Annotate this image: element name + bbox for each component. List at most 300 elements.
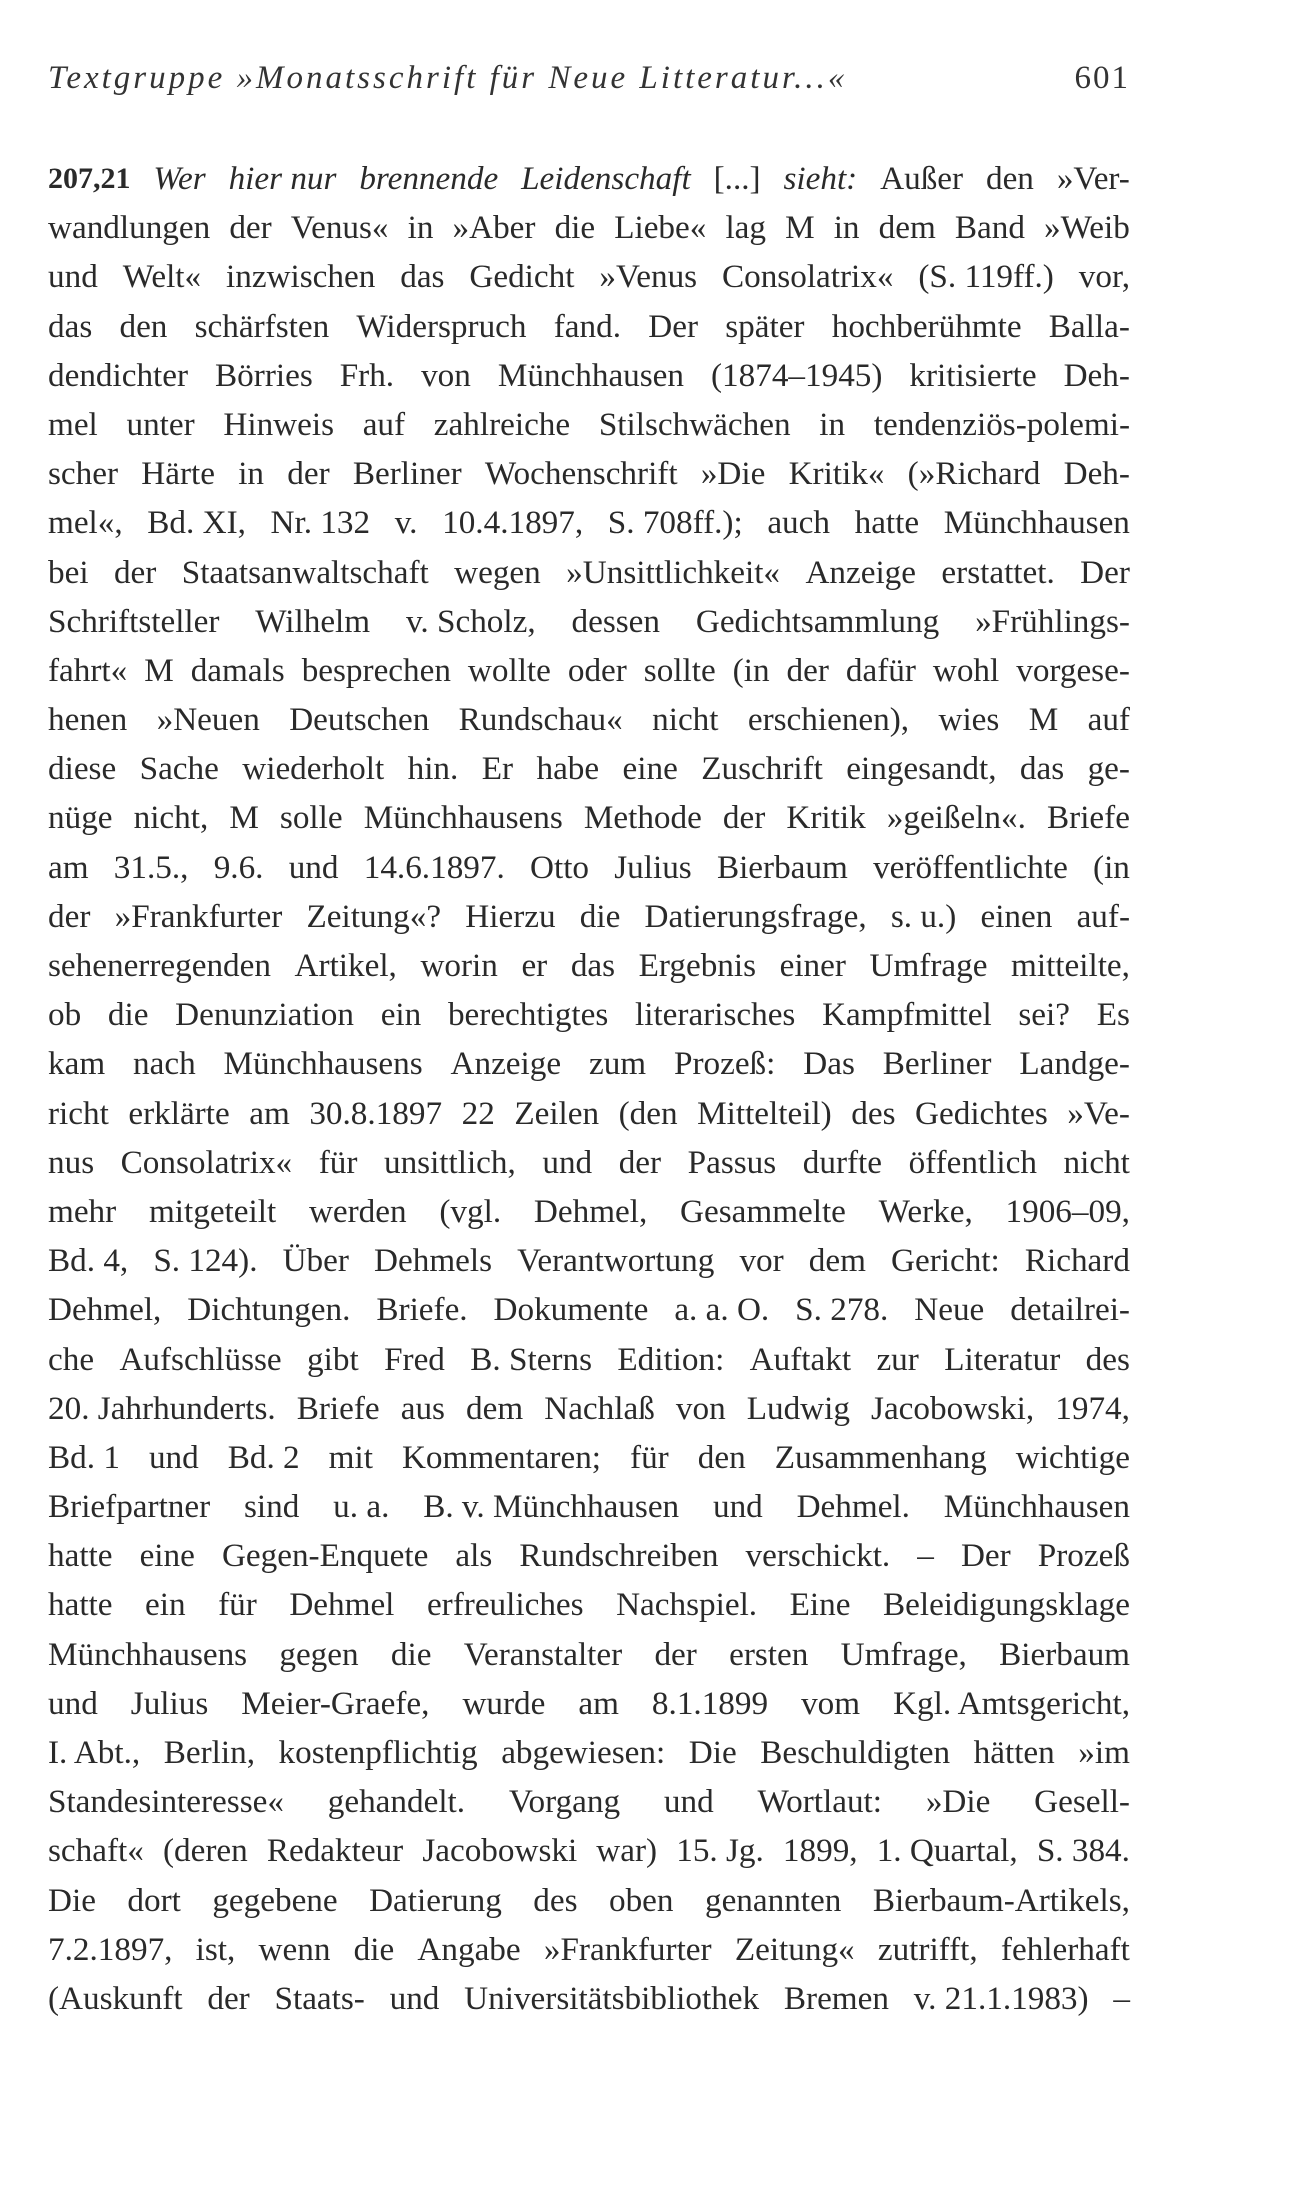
word: vorgese- (1016, 651, 1130, 689)
word: Briefe (1047, 799, 1130, 837)
word: erfreuliches (426, 1586, 584, 1624)
word: Anzeige (450, 1045, 562, 1083)
word: hier nur (228, 160, 337, 197)
word: Jacobowski (422, 1832, 578, 1870)
text-line (48, 793, 1130, 842)
word: »Frankfurter (114, 897, 283, 935)
word: kostenpflichtig (278, 1734, 478, 1771)
text-line (48, 1728, 1130, 1777)
word: Gesammelte (680, 1192, 846, 1230)
word: Prozeß: (673, 1045, 776, 1083)
word: das (1019, 750, 1065, 788)
word: am (578, 1684, 619, 1722)
word: Zuschrift (701, 750, 823, 788)
word: veröffentlichte (873, 848, 1068, 886)
word: kam (48, 1045, 106, 1083)
word: ist, (195, 1930, 236, 1968)
word: (S. 119ff.) (918, 258, 1054, 296)
word: (in (732, 651, 770, 689)
word: Berlin, (163, 1734, 255, 1771)
word: fehlerhaft (1000, 1930, 1130, 1968)
text-line (48, 1138, 1130, 1187)
text-line (48, 1925, 1130, 1974)
word: 9.6. (213, 848, 264, 886)
text-line (48, 498, 1130, 547)
word: u. a. (333, 1488, 390, 1526)
word: M (1028, 701, 1059, 739)
word: Venus« (290, 209, 389, 247)
word: abgewiesen: (501, 1734, 666, 1771)
word: berechtigtes (447, 996, 609, 1034)
text-line (48, 203, 1130, 252)
word: Landge- (1019, 1045, 1130, 1083)
word: nach (133, 1045, 196, 1083)
word: hochberühmte (831, 307, 1022, 345)
text-line (48, 1433, 1130, 1482)
word: che (48, 1340, 95, 1378)
word: Nachspiel. (616, 1586, 758, 1624)
word: werden (308, 1192, 407, 1230)
word: Auftakt (749, 1340, 852, 1378)
text-line (48, 1580, 1130, 1629)
text-line (48, 548, 1130, 597)
word: zur (876, 1340, 919, 1378)
line-reference: 207,21 (48, 162, 131, 195)
word: Frh. (339, 356, 395, 394)
word: dort (127, 1881, 181, 1919)
word: Passus (687, 1143, 777, 1181)
word: vor, (1078, 258, 1130, 296)
text-line (48, 990, 1130, 1039)
word: Verantwortung (517, 1242, 715, 1280)
word: Wochenschrift (484, 455, 678, 493)
word: Gesell- (1034, 1783, 1130, 1821)
word: »Ver- (1056, 160, 1130, 197)
word: der (722, 799, 766, 837)
word: Dehmels (374, 1242, 493, 1280)
word: mehr (48, 1192, 117, 1230)
word: zahlreiche (433, 405, 571, 443)
word: Bremen (783, 1979, 889, 2017)
word: 10.4.1897, (442, 504, 584, 542)
word: 30.8.1897 (309, 1094, 443, 1132)
word: mel (48, 405, 98, 443)
word: 1899, (782, 1832, 858, 1870)
word: Kgl. Amtsgericht, (893, 1684, 1130, 1722)
word: M (785, 209, 815, 247)
word: des (1085, 1340, 1130, 1378)
word: nüge (48, 799, 113, 837)
word: Bierbaum (716, 848, 848, 886)
word: Fred (384, 1340, 445, 1378)
word: ersten (729, 1635, 809, 1673)
word: Rundschau« (458, 701, 623, 739)
word: mel«, (48, 504, 123, 542)
word: »Aber (452, 209, 536, 247)
word: »Die (700, 455, 766, 493)
word: einen (980, 897, 1053, 935)
word: (den (618, 1094, 678, 1132)
word: »Die (925, 1783, 991, 1821)
word: sieht: (783, 160, 858, 197)
text-line (48, 1777, 1130, 1826)
word: Zeitung«? (306, 897, 442, 935)
word: Stilschwächen (598, 405, 791, 443)
word: Edition: (617, 1340, 725, 1378)
word: Sache (139, 750, 219, 788)
running-head (48, 60, 1130, 110)
word: Bd. XI, (147, 504, 246, 542)
word: fand. (553, 307, 622, 345)
word: Anzeige (805, 553, 917, 591)
word: Jacobowski, (871, 1389, 1035, 1427)
word: einer (779, 947, 846, 984)
word: Berliner (352, 455, 462, 493)
word: Eine (789, 1586, 851, 1624)
word: »Weib (1044, 209, 1130, 247)
word: später (725, 307, 805, 345)
text-line (48, 695, 1130, 744)
word: v. (394, 504, 418, 542)
word: s. u.) (890, 897, 957, 935)
word: Die (48, 1881, 96, 1919)
word: scher (48, 455, 119, 493)
word: des (533, 1881, 578, 1919)
word: Hinweis (223, 405, 334, 443)
word: fahrt« (48, 651, 128, 689)
word: 1974, (1055, 1389, 1130, 1427)
word: Wer (153, 160, 206, 197)
word: wurde (462, 1684, 546, 1722)
word: S. 124). (153, 1242, 258, 1280)
text-line (48, 1679, 1130, 1728)
word: »Venus (599, 258, 698, 296)
word: (1874–1945) (710, 356, 883, 394)
word: die (107, 996, 149, 1034)
word: Prozeß (1037, 1537, 1130, 1575)
text-line (48, 302, 1130, 351)
word: Münchhausens (48, 1635, 248, 1673)
word: 7.2.1897, (48, 1930, 173, 1968)
word: schaft« (48, 1832, 144, 1870)
word: Der (960, 1537, 1011, 1575)
word: detailrei- (1010, 1291, 1130, 1329)
word: 15. Jg. (676, 1832, 764, 1870)
word: solle (279, 799, 343, 837)
text-line (48, 744, 1130, 793)
word: Briefe (296, 1389, 380, 1427)
word: am (48, 848, 89, 886)
word: 1. Quartal, (876, 1832, 1018, 1870)
word: sollte (643, 651, 716, 689)
word: Nachlaß (544, 1389, 655, 1427)
word: mitgeteilt (148, 1192, 277, 1230)
word: 8.1.1899 (651, 1684, 769, 1722)
word: gegen (279, 1635, 359, 1673)
text-line (48, 1630, 1130, 1679)
word: Kampfmittel (822, 996, 992, 1034)
word: damals (190, 651, 285, 689)
word: Balla- (1048, 307, 1130, 345)
word: Dehmel, (48, 1291, 162, 1329)
word: gegebene (212, 1881, 338, 1919)
word: Bd. 4, (48, 1242, 129, 1280)
word: er (521, 947, 548, 984)
word: Aufschlüsse (119, 1340, 282, 1378)
word: Münchhausens (223, 1045, 423, 1083)
word: eine (139, 1537, 195, 1575)
word: auf (1087, 701, 1130, 739)
word: Der (648, 307, 698, 345)
word: eingesandt, (846, 750, 997, 788)
word: hätten (973, 1734, 1055, 1771)
word: a. a. O. (674, 1291, 770, 1329)
word: zum (588, 1045, 647, 1083)
word: und (288, 848, 339, 886)
word: 14.6.1897. (363, 848, 505, 886)
word: »geißeln«. (886, 799, 1026, 837)
word: eine (622, 750, 678, 788)
word: Dehmel, (533, 1192, 648, 1230)
word: (deren (162, 1832, 248, 1870)
page-number: 601 (1074, 60, 1130, 96)
word: M (144, 651, 174, 689)
word: Angabe (417, 1930, 521, 1968)
text-line (48, 1482, 1130, 1531)
word: – (1113, 1979, 1130, 2017)
word: henen (48, 701, 128, 739)
text-line (48, 449, 1130, 498)
word: Umfrage, (840, 1635, 967, 1673)
word: das (570, 947, 616, 984)
word: wohl (932, 651, 1000, 689)
word: Consolatrix« (721, 258, 894, 296)
text-line (48, 1039, 1130, 1088)
word: auf (362, 405, 406, 443)
commentary-note (48, 154, 1130, 2023)
word: hin. (407, 750, 459, 788)
word: hatte (48, 1586, 113, 1624)
word: Briefpartner (48, 1488, 211, 1526)
word: oben (608, 1881, 674, 1919)
word: diese (48, 750, 117, 788)
word: der (229, 209, 272, 247)
word: und (712, 1488, 763, 1526)
word: tendenziös-polemi- (873, 405, 1130, 443)
word: »Frühlings- (975, 602, 1130, 640)
word: Mittelteil) (697, 1094, 832, 1132)
text-line (48, 597, 1130, 646)
word: die (353, 1930, 395, 1968)
word: auch (767, 504, 830, 542)
word: Er (481, 750, 514, 788)
word: inzwischen (226, 258, 376, 296)
word: der (48, 897, 91, 935)
text-line (48, 1531, 1130, 1580)
word: am (249, 1094, 290, 1132)
word: Universitätsbibliothek (464, 1979, 760, 2017)
word: dafür (845, 651, 916, 689)
word: 20. Jahrhunderts. (48, 1389, 276, 1427)
word: (»Richard (907, 455, 1041, 493)
word: Meier-Graefe, (241, 1684, 430, 1722)
word: Zusammenhang (774, 1438, 987, 1476)
word: von (675, 1389, 726, 1427)
word: als (455, 1537, 493, 1575)
word: Zeilen (514, 1094, 600, 1132)
word: M (229, 799, 259, 837)
text-line (48, 1089, 1130, 1138)
word: ge- (1087, 750, 1130, 788)
word: aus (400, 1389, 445, 1427)
word: und (148, 1438, 199, 1476)
word: erklärte (128, 1094, 230, 1132)
word: Dehmel (289, 1586, 395, 1624)
word: brennende (359, 160, 499, 197)
word: Über (282, 1242, 349, 1280)
word: dem (808, 1242, 866, 1280)
word: gibt (307, 1340, 359, 1378)
word: in (819, 405, 846, 443)
word: Münchhausen (497, 356, 685, 394)
word: erschienen), (747, 701, 910, 739)
word: für (318, 1143, 358, 1181)
word: wollte (467, 651, 551, 689)
word: Nr. 132 (270, 504, 371, 542)
word: nicht (1063, 1143, 1130, 1181)
word: »Unsittlichkeit« (566, 553, 781, 591)
word: Gedichtes (915, 1094, 1048, 1132)
word: [...] (713, 160, 761, 197)
word: Band (954, 209, 1025, 247)
word: der (207, 1979, 250, 2017)
word: Kritik (786, 799, 866, 837)
word: sehenerregenden (48, 947, 271, 984)
word: Gericht: (891, 1242, 1000, 1280)
word: v. Scholz, (405, 602, 536, 640)
word: Deh- (1063, 356, 1130, 394)
word: unsittlich, (383, 1143, 516, 1181)
word: Dokumente (493, 1291, 649, 1329)
word: wandlungen (48, 209, 211, 247)
text-line (48, 941, 1130, 990)
word: Kritik« (788, 455, 885, 493)
word: (in (1093, 848, 1130, 886)
word: das (400, 258, 445, 296)
word: – (917, 1537, 934, 1575)
word: verschickt. (745, 1537, 891, 1575)
word: Berliner (882, 1045, 992, 1083)
running-title: Textgruppe »Monatsschrift für Neue Litteratur...« (48, 60, 848, 96)
word: Die (688, 1734, 737, 1771)
text-line (48, 646, 1130, 695)
word: der (287, 455, 330, 493)
word: Werke, (878, 1192, 973, 1230)
word: Bierbaum-Artikels, (872, 1881, 1130, 1919)
text-line (48, 1974, 1130, 2023)
word: wegen (454, 553, 541, 591)
word: erstattet. (941, 553, 1055, 591)
word: mit (328, 1438, 373, 1476)
word: Neue (914, 1291, 985, 1329)
word: Briefe. (376, 1291, 468, 1329)
word: Datierung (369, 1881, 502, 1919)
word: Staats- (274, 1979, 365, 2017)
word: den (119, 307, 168, 345)
text-line (48, 1187, 1130, 1236)
word: Leidenschaft (521, 160, 691, 197)
word: dem (878, 209, 936, 247)
word: Methode (583, 799, 702, 837)
word: Denunziation (175, 996, 354, 1034)
word: besprechen (301, 651, 451, 689)
word: dendichter (48, 356, 189, 394)
word: der (113, 553, 157, 591)
text-line (48, 843, 1130, 892)
word: 22 (461, 1094, 495, 1132)
word: 31.5., (113, 848, 189, 886)
word: mitteilte, (1011, 947, 1130, 984)
word: Redakteur (266, 1832, 404, 1870)
word: v. 21.1.1983) (913, 1979, 1089, 2017)
word: und (663, 1783, 714, 1821)
word: war) (596, 1832, 658, 1870)
text-line (48, 1876, 1130, 1925)
word: wies (938, 701, 1000, 739)
word: B. Sterns (470, 1340, 592, 1378)
word: öffentlich (908, 1143, 1037, 1181)
word: oder (567, 651, 627, 689)
word: und (48, 1684, 98, 1722)
word: die (554, 209, 596, 247)
word: die (579, 897, 621, 935)
word: Gedichtsammlung (695, 602, 940, 640)
text-line (48, 1335, 1130, 1384)
word: der (786, 651, 829, 689)
word: S. 708ff.); (607, 504, 743, 542)
word: (Auskunft (48, 1979, 183, 2017)
word: Dichtungen. (187, 1291, 351, 1329)
word: Münchhausens (363, 799, 563, 837)
word: schärfsten (194, 307, 330, 345)
text-line (48, 1826, 1130, 1875)
word: wenn (258, 1930, 331, 1968)
word: den (985, 160, 1034, 197)
word: sind (244, 1488, 300, 1526)
word: für (630, 1438, 669, 1476)
word: Bd. 1 (48, 1438, 120, 1476)
text-line (48, 400, 1130, 449)
word: Wilhelm (255, 602, 371, 640)
word: Härte (141, 455, 215, 493)
word: dem (466, 1389, 524, 1427)
word: Deutschen (289, 701, 430, 739)
word: Beschuldigten (760, 1734, 951, 1771)
word: Bd. 2 (227, 1438, 300, 1476)
word: bei (48, 553, 89, 591)
word: Deh- (1063, 455, 1130, 493)
word: worin (420, 947, 498, 984)
word: Liebe« (614, 209, 707, 247)
word: Artikel, (294, 947, 397, 984)
word: und (542, 1143, 593, 1181)
word: wichtige (1015, 1438, 1130, 1476)
word: der (654, 1635, 697, 1673)
word: und (48, 258, 98, 296)
word: Zeitung« (734, 1930, 855, 1968)
word: »Ve- (1067, 1094, 1130, 1132)
word: S. 384. (1036, 1832, 1130, 1870)
